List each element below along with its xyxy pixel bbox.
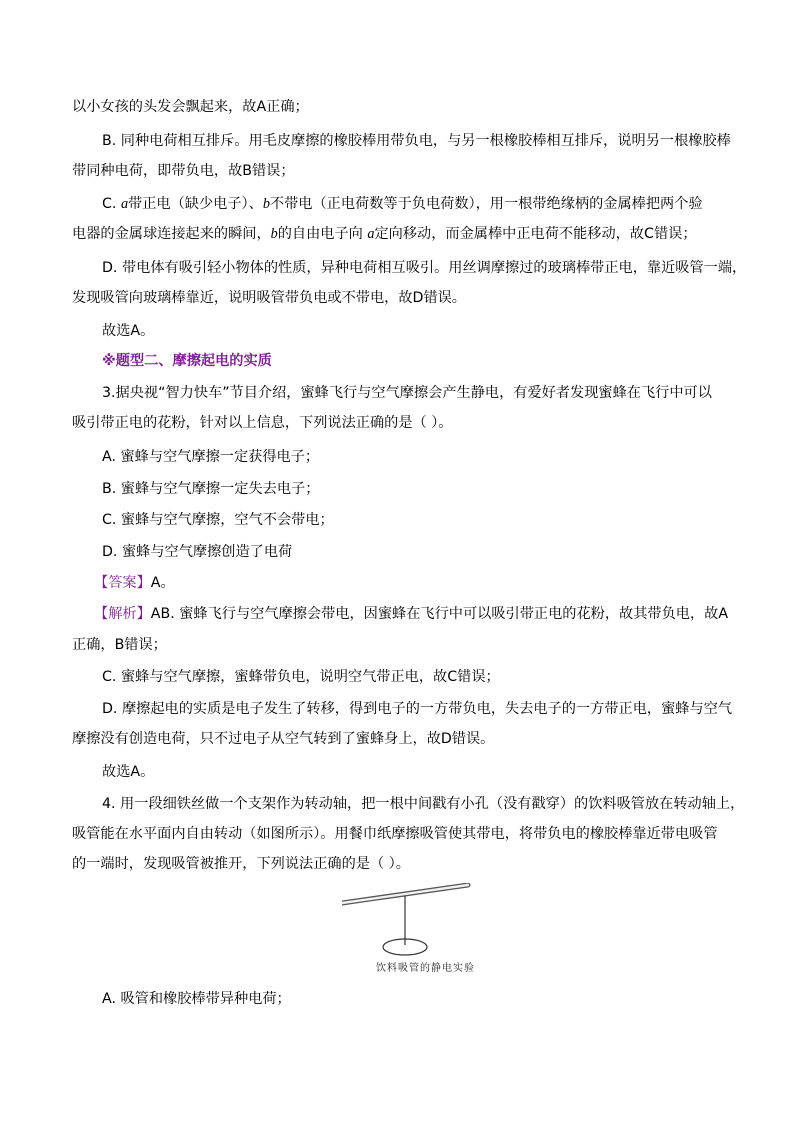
figure-caption: 饮料吸管的静电实验 [376,963,475,974]
analysis-line: 【解析】AB. 蜜蜂飞行与空气摩擦会带电，因蜜蜂在飞行中可以吸引带正电的花粉，故其带负电，故A [94,606,729,622]
text-line: C. 蜜蜂与空气摩擦，蜜蜂带负电，说明空气带正电，故C错误； [102,669,500,685]
text-line: 正确，B错误； [72,637,167,653]
answer-line: 【答案】A。 [94,575,175,591]
option-a: A. 吸管和橡胶棒带异种电荷； [102,991,291,1007]
text-line: 电器的金属球连接起来的瞬间，b的自由电子向 a定向移动，而金属棒中正电荷不能移动，故C错误； [72,226,697,242]
text-line: C. a带正电（缺少电子）、b不带电（正电荷数等于负电荷数），用一根带绝缘柄的金属棒把两个验 [102,196,703,212]
text-line: B. 同种电荷相互排斥。用毛皮摩擦的橡胶棒用带负电，与另一根橡胶棒相互排斥，说明另一根橡胶棒 [102,133,731,149]
text-line: 以小女孩的头发会飘起来，故A正确； [72,99,309,115]
text-line: D. 摩擦起电的实质是电子发生了转移，得到电子的一方带负电，失去电子的一方带正电，蜜蜂与空气 [102,701,733,717]
text-line: 故选A。 [102,764,155,780]
text-line: 发现吸管向玻璃棒靠近，说明吸管带负电或不带电，故D错误。 [72,290,466,306]
text-line: 带同种电荷，即带负电，故B错误； [72,163,295,179]
question-text: 吸管能在水平面内自由转动（如图所示）。用餐巾纸摩擦吸管使其带电，将带负电的橡胶棒靠近带电吸管 [72,826,718,842]
text-line: D. 带电体有吸引轻小物体的性质，异种电荷相互吸引。用丝调摩擦过的玻璃棒带正电，靠近吸管一端， [102,260,747,276]
section-heading: ※题型二、摩擦起电的实质 [102,353,272,369]
question-text: 4. 用一段细铁丝做一个支架作为转动轴，把一根中间戳有小孔（没有戳穿）的饮料吸管放在转动轴上， [102,796,745,812]
question-text: 3.据央视“智力快车”节目介绍，蜜蜂飞行与空气摩擦会产生静电，有爱好者发现蜜蜂在飞行中可以 [102,385,712,401]
option-c: C. 蜜蜂与空气摩擦，空气不会带电； [102,512,334,528]
question-text: 吸引带正电的花粉，针对以上信息，下列说法正确的是（ ）。 [72,415,453,431]
option-d: D. 蜜蜂与空气摩擦创造了电荷 [102,544,293,560]
question-text: 的一端时，发现吸管被推开，下列说法正确的是（ ）。 [72,856,410,872]
text-line: 摩擦没有创造电荷，只不过电子从空气转到了蜜蜂身上，故D错误。 [72,731,495,747]
text-line: 故选A。 [102,323,155,339]
option-a: A. 蜜蜂与空气摩擦一定获得电子； [102,449,320,465]
option-b: B. 蜜蜂与空气摩擦一定失去电子； [102,481,320,497]
